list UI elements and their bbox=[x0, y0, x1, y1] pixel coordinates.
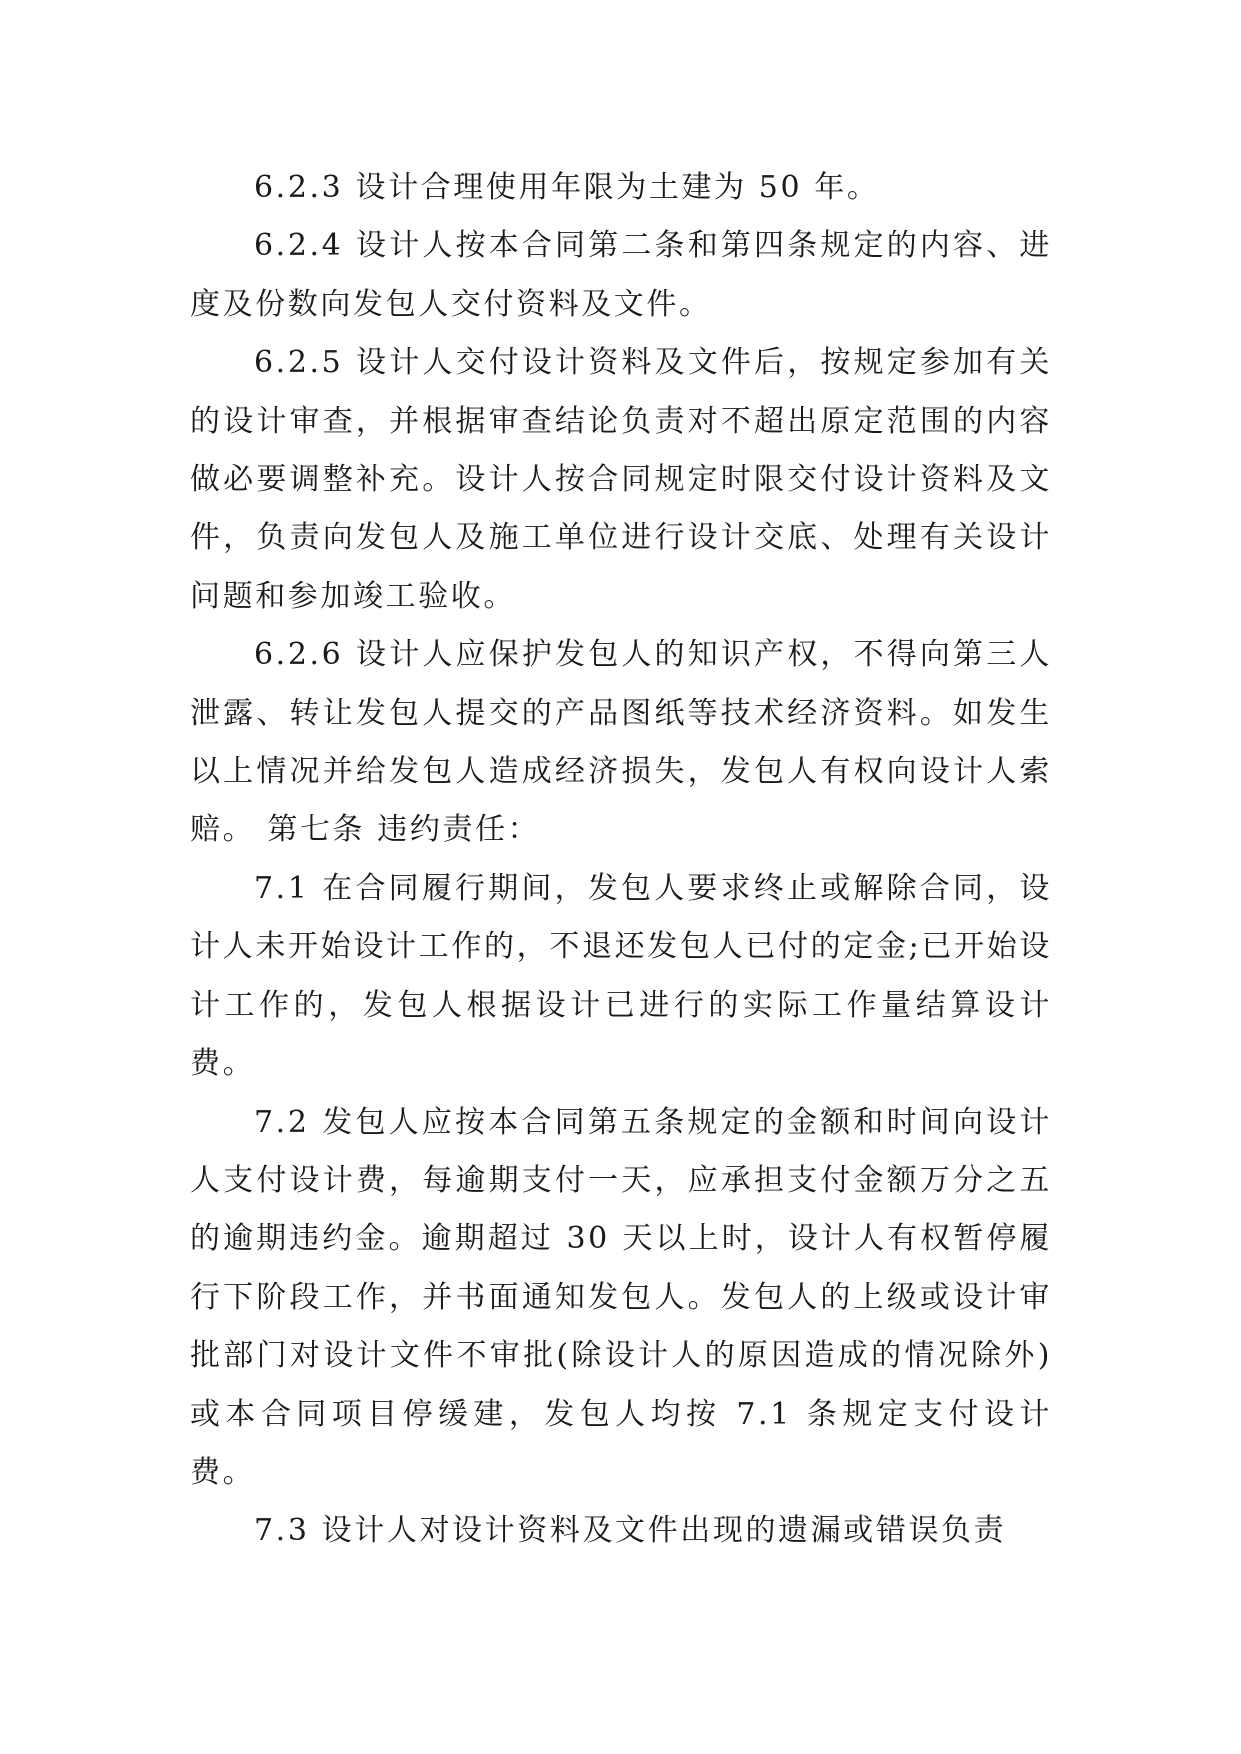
clause-6-2-4: 6.2.4 设计人按本合同第二条和第四条规定的内容、进度及份数向发包人交付资料及文件。 bbox=[190, 228, 1052, 322]
clause-7-1: 7.1 在合同履行期间，发包人要求终止或解除合同，设计人未开始设计工作的，不退还发包人已付的定金;已开始设计工作的，发包人根据设计已进行的实际工作量结算设计费。 bbox=[190, 870, 1052, 1082]
clause-7-2: 7.2 发包人应按本合同第五条规定的金额和时间向设计人支付设计费，每逾期支付一天，应承担支付金额万分之五的逾期违约金。逾期超过 30 天以上时，设计人有权暂停履行下阶段工作，并书面通知发包人。发包人的上级或设计审批部门对设计文件不审批(除设计人的原因造成的情况除外)或本合同项目停缓建，发包人均按 7.1 条规定支付设计费。 bbox=[190, 1104, 1052, 1490]
clause-6-2-6: 6.2.6 设计人应保护发包人的知识产权，不得向第三人泄露、转让发包人提交的产品图纸等技术经济资料。如发生以上情况并给发包人造成经济损失，发包人有权向设计人索赔。 第七条 违约责任： bbox=[190, 637, 1052, 848]
document-body bbox=[190, 159, 1052, 1561]
clause-6-2-3: 6.2.3 设计合理使用年限为土建为 50 年。 bbox=[254, 170, 880, 205]
clause-7-3: 7.3 设计人对设计资料及文件出现的遗漏或错误负责 bbox=[254, 1513, 1007, 1549]
clause-6-2-5: 6.2.5 设计人交付设计资料及文件后，按规定参加有关的设计审查，并根据审查结论负责对不超出原定范围的内容做必要调整补充。设计人按合同规定时限交付设计资料及文件，负责向发包人及施工单位进行设计交底、处理有关设计问题和参加竣工验收。 bbox=[190, 345, 1052, 614]
